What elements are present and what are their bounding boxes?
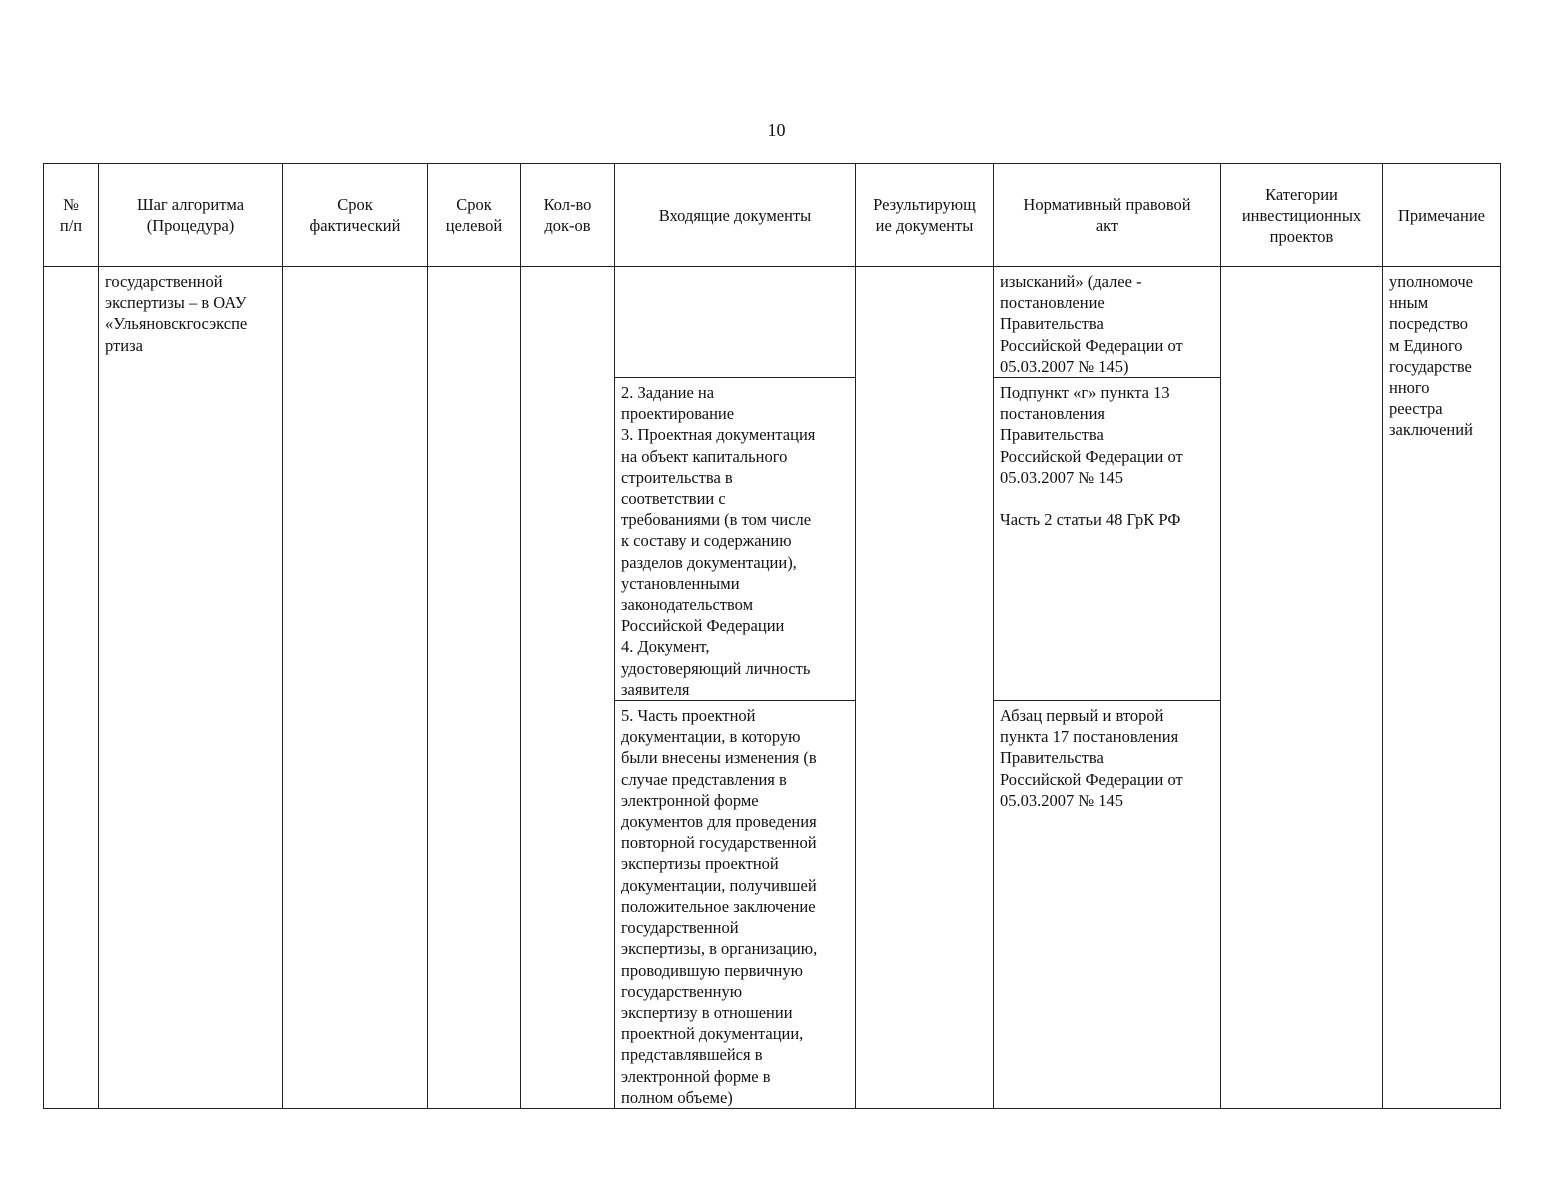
cell-number [44, 267, 99, 1109]
cell-actual-term [283, 267, 428, 1109]
cell-step: государственной экспертизы – в ОАУ «Ульяновскгосэкспе ртиза [99, 267, 283, 1109]
cell-normative-act: изысканий» (далее - постановление Правительства Российской Федерации от 05.03.2007 № 145) [994, 267, 1221, 378]
cell-normative-act: Подпункт «г» пункта 13 постановления Правительства Российской Федерации от 05.03.2007 № 145 Часть 2 статьи 48 ГрК РФ [994, 378, 1221, 701]
cell-doc-count [521, 267, 615, 1109]
header-incoming-docs: Входящие документы [615, 164, 856, 267]
header-target-term: Срок целевой [428, 164, 521, 267]
cell-incoming-docs: 2. Задание на проектирование 3. Проектная документация на объект капитального строительства в соответствии с требованиями (в том числе к составу и содержанию разделов документации), установленными законодательством Российской Федерации 4. Документ, удостоверяющий личность заявителя [615, 378, 856, 701]
cell-categories [1221, 267, 1383, 1109]
table-header-row [44, 164, 1501, 267]
table-row [44, 267, 1501, 378]
cell-incoming-docs [615, 267, 856, 378]
header-doc-count: Кол-во док-ов [521, 164, 615, 267]
header-actual-term: Срок фактический [283, 164, 428, 267]
page-number: 10 [767, 120, 786, 140]
header-result-docs: Результирующ ие документы [856, 164, 994, 267]
header-normative-act: Нормативный правовой акт [994, 164, 1221, 267]
cell-target-term [428, 267, 521, 1109]
cell-normative-act: Абзац первый и второй пункта 17 постановления Правительства Российской Федерации от 05.03.2007 № 145 [994, 701, 1221, 1109]
cell-incoming-docs: 5. Часть проектной документации, в которую были внесены изменения (в случае представления в электронной форме документов для проведения повторной государственной экспертизы проектной документации, получившей положительное заключение государственной экспертизы, в организацию, проводившую первичную государственную экспертизу в отношении проектной документации, представлявшейся в электронной форме в полном объеме) [615, 701, 856, 1109]
header-number: № п/п [44, 164, 99, 267]
cell-note: уполномоче нным посредство м Единого государстве нного реестра заключений [1383, 267, 1501, 1109]
header-step: Шаг алгоритма (Процедура) [99, 164, 283, 267]
header-categories: Категории инвестиционных проектов [1221, 164, 1383, 267]
cell-result-docs [856, 267, 994, 1109]
procedure-table [43, 163, 1501, 1109]
header-note: Примечание [1383, 164, 1501, 267]
